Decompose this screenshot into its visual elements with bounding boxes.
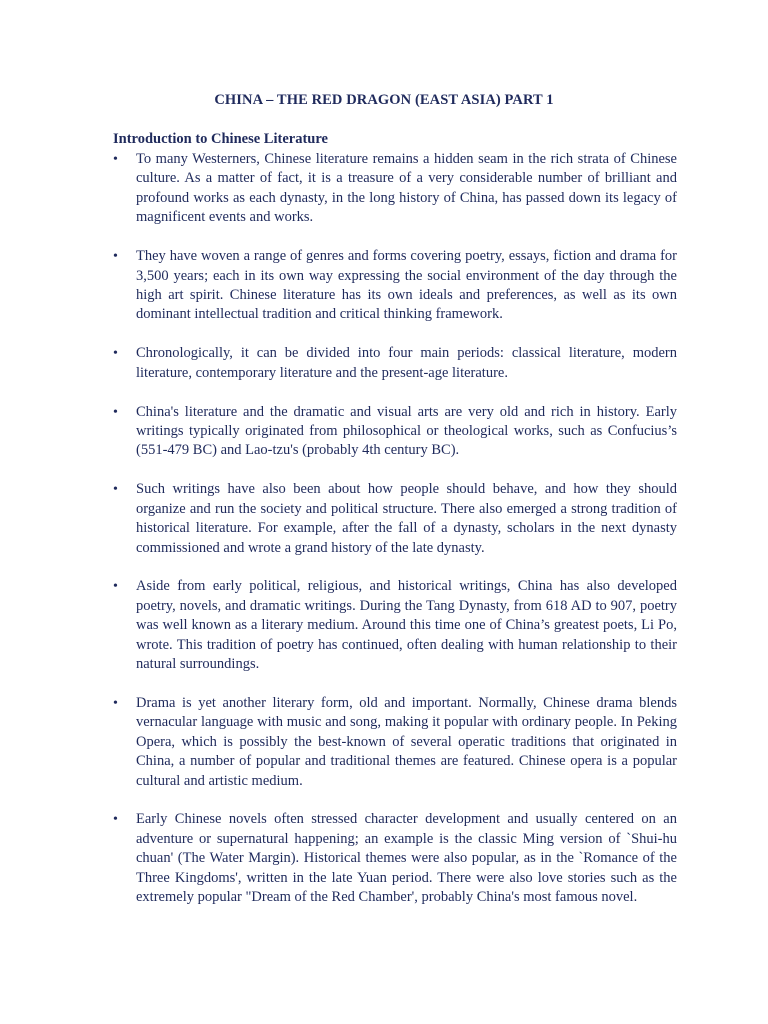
bullet-text: Such writings have also been about how people should behave, and how they should organize and run the society and political structure. There also emerged a strong tradition of historical literature. For example, after the fall of a dynasty, scholars in the next dynasty commissioned and wrote a grand history of the late dynasty. [136,481,677,556]
bullet-item [0,403,768,461]
bullet-text: Aside from early political, religious, and historical writings, China has also developed poetry, novels, and dramatic writings. During the Tang Dynasty, from 618 AD to 907, poetry was well known as a literary medium. Around this time one of China’s greatest poets, Li Po, wrote. This tradition of poetry has continued, often dealing with human relationship to their natural surroundings. [136,578,677,673]
bullet-icon: • [113,579,118,595]
bullet-list [0,150,768,927]
bullet-text: They have woven a range of genres and forms covering poetry, essays, fiction and drama for 3,500 years; each in its own way expressing the social environment of the day through the high art spirit. Chinese literature has its own ideals and preferences, as well as its own dominant intellectual tradition and critical thinking framework. [136,248,677,323]
bullet-text: Chronologically, it can be divided into four main periods: classical literature, modern literature, contemporary literature and the present-age literature. [136,345,677,381]
bullet-text: To many Westerners, Chinese literature remains a hidden seam in the rich strata of Chinese culture. As a matter of fact, it is a treasure of a very considerable number of brilliant and profound works as each dynasty, in the long history of China, has passed down its legacy of magnificent events and works. [136,151,677,226]
bullet-icon: • [113,346,118,362]
bullet-item [0,577,768,674]
bullet-icon: • [113,812,118,828]
bullet-item [0,480,768,558]
bullet-icon: • [113,249,118,265]
bullet-icon: • [113,404,118,420]
bullet-item [0,344,768,383]
bullet-text: China's literature and the dramatic and visual arts are very old and rich in history. Early writings typically originated from philosophical or theological works, such as Confucius’s (551-479 BC) and Lao-tzu's (probably 4th century BC). [136,403,677,459]
bullet-icon: • [113,695,118,711]
bullet-text: Drama is yet another literary form, old and important. Normally, Chinese drama blends vernacular language with music and song, making it popular with ordinary people. In Peking Opera, which is possibly the best-known of several operatic traditions that originated in China, a number of popular and traditional themes are featured. Chinese opera is a popular cultural and artistic medium. [136,694,677,789]
bullet-item [0,150,768,228]
bullet-item [0,694,768,791]
bullet-item [0,247,768,325]
section-heading: Introduction to Chinese Literature [113,131,328,147]
bullet-icon: • [113,152,118,167]
bullet-icon: • [113,482,118,498]
document-title: CHINA – THE RED DRAGON (EAST ASIA) PART 1 [214,92,554,108]
bullet-item [0,810,768,907]
bullet-text: Early Chinese novels often stressed character development and usually centered on an adventure or supernatural happening; an example is the classic Ming version of `Shui-hu chuan' (The Water Margin). Historical themes were also popular, as in the `Romance of the Three Kingdoms', written in the late Yuan period. There were also love stories such as the extremely popular "Dream of the Red Chamber', probably China's most famous novel. [136,811,677,906]
